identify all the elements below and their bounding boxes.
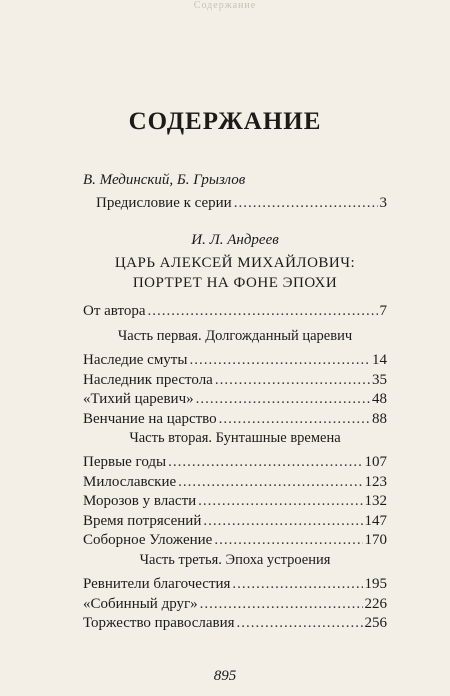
running-head: Содержание xyxy=(193,0,257,11)
toc-entry-page: 48 xyxy=(372,391,387,407)
toc-entry-title: От автора xyxy=(83,303,146,319)
toc-entry-title: «Тихий царевич» xyxy=(83,391,194,407)
part-1 xyxy=(83,326,387,429)
preface-section xyxy=(83,170,387,214)
preface-author: В. Мединский, Б. Грызлов xyxy=(83,172,246,188)
toc-entry-preface xyxy=(83,194,387,214)
leader-dots xyxy=(168,453,362,473)
toc-entry xyxy=(83,512,387,532)
toc-entry xyxy=(83,531,387,551)
page-number: 895 xyxy=(213,668,237,684)
toc-entry-title: Ревнители благочестия xyxy=(83,576,231,592)
book-author: И. Л. Андреев xyxy=(191,232,279,248)
part-2 xyxy=(83,428,387,551)
toc-entry xyxy=(83,453,387,473)
part-title: Часть вторая. Бунташные времена xyxy=(129,430,341,446)
leader-dots xyxy=(148,302,378,322)
toc-entry-title: Милославские xyxy=(83,473,177,490)
toc-entry-page: 123 xyxy=(364,473,387,490)
toc-entry xyxy=(83,390,387,410)
toc-entry-title: Торжество православия xyxy=(83,615,235,631)
leader-dots xyxy=(189,351,370,371)
toc-entry xyxy=(83,351,387,371)
part-title: Часть первая. Долгожданный царевич xyxy=(117,328,353,344)
toc-entry xyxy=(83,575,387,595)
book-section xyxy=(83,230,387,322)
toc-entry-from-author xyxy=(83,302,387,322)
toc-entry-page: 170 xyxy=(364,532,387,548)
leader-dots xyxy=(203,512,362,532)
toc-entry-page: 14 xyxy=(372,352,387,368)
leader-dots xyxy=(178,473,362,493)
leader-dots xyxy=(196,390,370,410)
leader-dots xyxy=(232,575,362,595)
toc-entry xyxy=(83,473,387,493)
toc-entry xyxy=(83,492,387,512)
toc-entry-title: Первые годы xyxy=(83,454,167,470)
toc-entry-page: 132 xyxy=(364,493,387,509)
toc-entry xyxy=(83,410,387,430)
leader-dots xyxy=(219,410,370,430)
toc-entry-title: Венчание на царство xyxy=(83,410,217,427)
toc-entry-page: 35 xyxy=(372,371,387,388)
book-title-line-1: ЦАРЬ АЛЕКСЕЙ МИХАЙЛОВИЧ: xyxy=(114,255,356,271)
toc-entry-page: 7 xyxy=(379,303,387,319)
toc-entry-page: 3 xyxy=(379,195,387,211)
toc-entry-page: 195 xyxy=(364,576,387,592)
toc-entry-title: Соборное Уложение xyxy=(83,532,213,548)
toc-entry-page: 256 xyxy=(364,615,387,631)
page-title: СОДЕРЖАНИЕ xyxy=(128,108,322,135)
toc-entry-title: Предисловие к серии xyxy=(96,195,232,211)
toc-entry xyxy=(83,371,387,391)
leader-dots xyxy=(215,371,370,391)
toc-entry-page: 147 xyxy=(364,512,387,529)
toc-entry-page: 107 xyxy=(364,454,387,470)
leader-dots xyxy=(198,492,362,512)
leader-dots xyxy=(214,531,362,551)
part-title: Часть третья. Эпоха устроения xyxy=(139,552,331,568)
toc-entry xyxy=(83,595,387,615)
toc-entry-title: Время потрясений xyxy=(83,512,202,529)
toc-entry-title: Морозов у власти xyxy=(83,493,197,509)
toc-entry-page: 88 xyxy=(372,410,387,427)
part-3 xyxy=(83,550,387,634)
toc-entry-title: Наследник престола xyxy=(83,371,213,388)
toc-entry xyxy=(83,614,387,634)
toc-entry-page: 226 xyxy=(364,595,387,612)
book-title-line-2: ПОРТРЕТ НА ФОНЕ ЭПОХИ xyxy=(132,275,338,291)
toc-entry-title: Наследие смуты xyxy=(83,352,188,368)
leader-dots xyxy=(237,614,363,634)
leader-dots xyxy=(234,194,378,214)
leader-dots xyxy=(200,595,363,615)
toc-entry-title: «Собинный друг» xyxy=(83,595,198,612)
